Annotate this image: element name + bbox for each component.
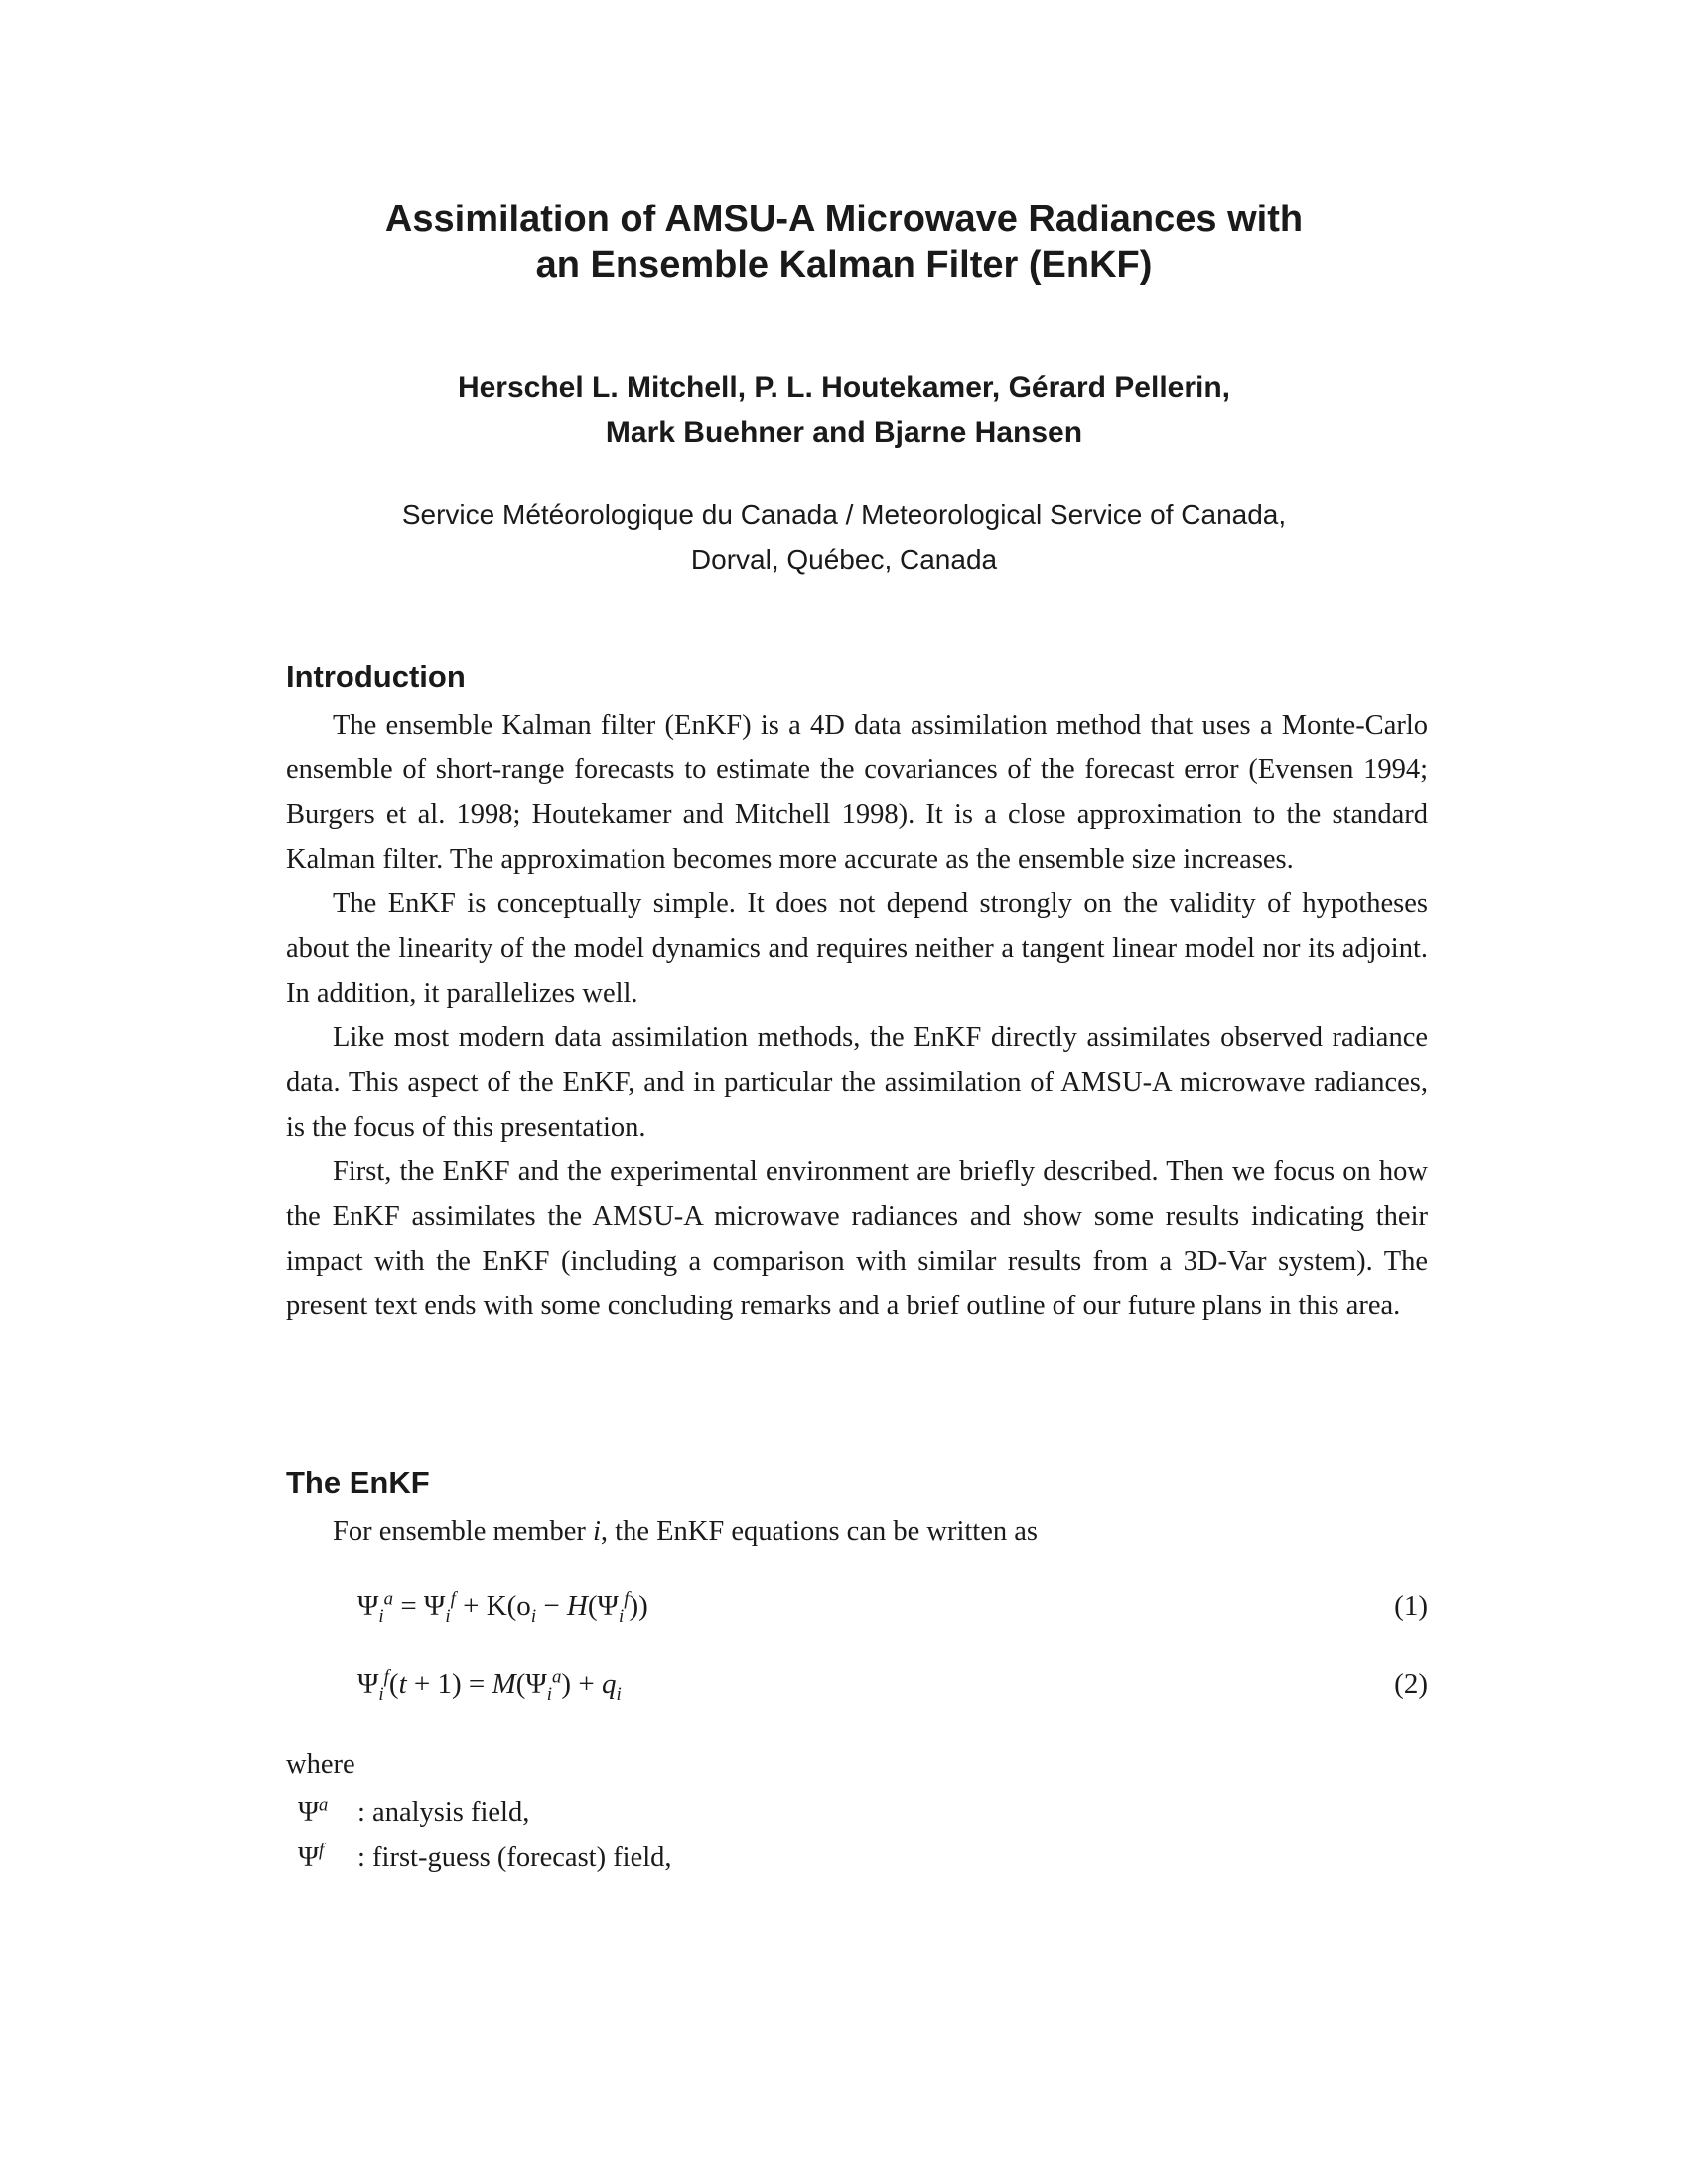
introduction-paragraph-2: The EnKF is conceptually simple. It does not depend strongly on the validity of hypotheses about the linearity of the model dynamics and requires neither a tangent linear model nor its adjoint. In addition, it parallelizes well. [286,888,1428,1009]
equation-2-number: (2) [1394,1668,1428,1700]
equation-1-number: (1) [1394,1590,1428,1622]
introduction-paragraph-1: The ensemble Kalman filter (EnKF) is a 4D data assimilation method that uses a Monte-Carlo ensemble of short-range forecasts to estimate the covariances of the forecast error (Evensen 1994; Burgers et al. 1998; Houtekamer and Mitchell 1998). It is a close approximation to the standard Kalman filter. The approximation becomes more accurate as the ensemble size increases. [286,710,1428,875]
enkf-intro-after: , the EnKF equations can be written as [600,1516,1038,1547]
equation-1-body: $\Psi_i^a = \Psi_i^f + K(o_i - H(\Psi_i^f))$ [357,1588,648,1627]
affiliation-line-1: Service Météorologique du Canada / Meteorological Service of Canada, [401,499,1287,530]
enkf-intro-before: For ensemble member [333,1516,593,1547]
definition-symbol: $\Psi^a$ [298,1794,329,1828]
definition-text: : analysis field, [357,1797,530,1828]
affiliation [0,492,1688,582]
author-list [0,365,1688,455]
introduction-body [286,703,1428,1328]
introduction-heading: Introduction [286,659,466,694]
introduction-paragraph-3: Like most modern data assimilation methods, the EnKF directly assimilates observed radiance data. This aspect of the EnKF, and in particular the assimilation of AMSU-A microwave radiances, is the focus of this presentation. [286,1023,1428,1143]
paper-title [0,197,1688,288]
enkf-intro [286,1509,1428,1554]
author-line-1: Herschel L. Mitchell, P. L. Houtekamer, Gérard Pellerin, [457,371,1231,404]
enkf-heading: The EnKF [286,1465,430,1500]
paper-title-line-2: an Ensemble Kalman Filter (EnKF) [535,244,1153,286]
definition-symbol: $\Psi^f$ [298,1840,325,1873]
author-line-2: Mark Buehner and Bjarne Hansen [605,416,1083,449]
definition-text: : first-guess (forecast) field, [357,1843,672,1873]
affiliation-line-2: Dorval, Québec, Canada [690,544,998,575]
enkf-intro-var: i [592,1516,601,1547]
enkf-intro-text [286,1509,1428,1554]
definition-first-guess [298,1839,672,1878]
paper-title-line-1: Assimilation of AMSU-A Microwave Radiances with [384,199,1304,240]
introduction-paragraph-4: First, the EnKF and the experimental environment are briefly described. Then we focus on how the EnKF assimilates the AMSU-A microwave radiances and show some results indicating their impact with the EnKF (including a comparison with similar results from a 3D-Var system). The present text ends with some concluding remarks and a brief outline of our future plans in this area. [286,1157,1428,1321]
where-label: where [286,1749,355,1780]
definition-analysis [298,1793,529,1833]
equation-2-body: $\Psi_i^f(t + 1) = M(\Psi_i^a) + q_i$ [357,1666,622,1705]
